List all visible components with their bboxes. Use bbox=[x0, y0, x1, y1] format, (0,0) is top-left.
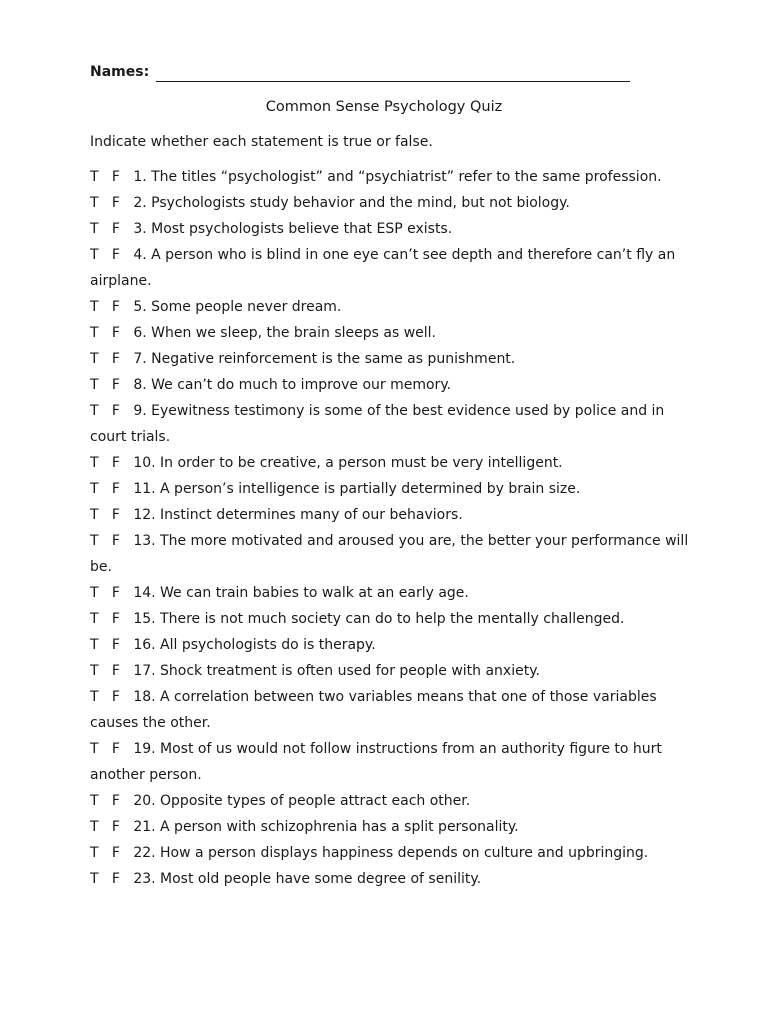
question-text: 19. Most of us would not follow instructions from an authority figure to hurt another person. bbox=[90, 741, 662, 783]
question-text: 10. In order to be creative, a person must be very intelligent. bbox=[133, 455, 563, 471]
question-text: 17. Shock treatment is often used for people with anxiety. bbox=[133, 663, 540, 679]
instruction-text: Indicate whether each statement is true or false. bbox=[90, 134, 433, 150]
true-false-marker[interactable]: T F bbox=[90, 741, 134, 757]
true-false-marker[interactable]: T F bbox=[90, 299, 134, 315]
question-item bbox=[90, 658, 690, 684]
true-false-marker[interactable]: T F bbox=[90, 637, 134, 653]
question-text: 15. There is not much society can do to help the mentally challenged. bbox=[133, 611, 625, 627]
question-item bbox=[90, 164, 690, 190]
question-item bbox=[90, 294, 690, 320]
question-text: 6. When we sleep, the brain sleeps as well. bbox=[133, 325, 437, 341]
question-text: 1. The titles “psychologist” and “psychiatrist” refer to the same profession. bbox=[133, 169, 662, 185]
question-text: 9. Eyewitness testimony is some of the best evidence used by police and in court trials. bbox=[90, 403, 665, 445]
true-false-marker[interactable]: T F bbox=[90, 169, 134, 185]
true-false-marker[interactable]: T F bbox=[90, 845, 134, 861]
question-text: 21. A person with schizophrenia has a split personality. bbox=[133, 819, 519, 835]
true-false-marker[interactable]: T F bbox=[90, 533, 134, 549]
question-item bbox=[90, 736, 690, 788]
question-item bbox=[90, 242, 690, 294]
page-title: Common Sense Psychology Quiz bbox=[265, 99, 503, 115]
question-item bbox=[90, 502, 690, 528]
question-item bbox=[90, 346, 690, 372]
true-false-marker[interactable]: T F bbox=[90, 195, 134, 211]
question-item bbox=[90, 216, 690, 242]
true-false-marker[interactable]: T F bbox=[90, 325, 134, 341]
question-text: 20. Opposite types of people attract each other. bbox=[133, 793, 471, 809]
question-item bbox=[90, 788, 690, 814]
true-false-marker[interactable]: T F bbox=[90, 351, 134, 367]
question-item bbox=[90, 398, 690, 450]
question-text: 14. We can train babies to walk at an early age. bbox=[133, 585, 469, 601]
question-item bbox=[90, 866, 690, 892]
names-blank-line[interactable] bbox=[156, 64, 630, 82]
true-false-marker[interactable]: T F bbox=[90, 663, 134, 679]
true-false-marker[interactable]: T F bbox=[90, 481, 134, 497]
question-text: 18. A correlation between two variables means that one of those variables causes the other. bbox=[90, 689, 657, 731]
true-false-marker[interactable]: T F bbox=[90, 221, 134, 237]
true-false-marker[interactable]: T F bbox=[90, 819, 134, 835]
true-false-marker[interactable]: T F bbox=[90, 611, 134, 627]
question-text: 23. Most old people have some degree of senility. bbox=[133, 871, 482, 887]
question-item bbox=[90, 606, 690, 632]
question-item bbox=[90, 580, 690, 606]
question-item bbox=[90, 450, 690, 476]
question-text: 8. We can’t do much to improve our memory. bbox=[133, 377, 452, 393]
question-text: 3. Most psychologists believe that ESP exists. bbox=[133, 221, 453, 237]
question-text: 7. Negative reinforcement is the same as punishment. bbox=[133, 351, 516, 367]
question-item bbox=[90, 190, 690, 216]
question-item bbox=[90, 320, 690, 346]
question-text: 12. Instinct determines many of our behaviors. bbox=[133, 507, 463, 523]
true-false-marker[interactable]: T F bbox=[90, 507, 134, 523]
question-text: 11. A person’s intelligence is partially determined by brain size. bbox=[133, 481, 581, 497]
question-item bbox=[90, 528, 690, 580]
question-text: 5. Some people never dream. bbox=[133, 299, 342, 315]
true-false-marker[interactable]: T F bbox=[90, 247, 134, 263]
question-text: 4. A person who is blind in one eye can’t see depth and therefore can’t fly an airplane. bbox=[90, 247, 676, 289]
question-list bbox=[90, 164, 690, 892]
names-label: Names: bbox=[90, 64, 150, 80]
question-text: 22. How a person displays happiness depends on culture and upbringing. bbox=[133, 845, 649, 861]
question-text: 2. Psychologists study behavior and the mind, but not biology. bbox=[133, 195, 570, 211]
question-item bbox=[90, 840, 690, 866]
true-false-marker[interactable]: T F bbox=[90, 403, 134, 419]
question-item bbox=[90, 814, 690, 840]
true-false-marker[interactable]: T F bbox=[90, 585, 134, 601]
question-item bbox=[90, 372, 690, 398]
true-false-marker[interactable]: T F bbox=[90, 871, 134, 887]
true-false-marker[interactable]: T F bbox=[90, 793, 134, 809]
true-false-marker[interactable]: T F bbox=[90, 377, 134, 393]
question-item bbox=[90, 684, 690, 736]
true-false-marker[interactable]: T F bbox=[90, 455, 134, 471]
names-row bbox=[90, 62, 630, 82]
question-text: 16. All psychologists do is therapy. bbox=[133, 637, 376, 653]
question-item bbox=[90, 476, 690, 502]
true-false-marker[interactable]: T F bbox=[90, 689, 134, 705]
question-item bbox=[90, 632, 690, 658]
question-text: 13. The more motivated and aroused you are, the better your performance will be. bbox=[90, 533, 689, 575]
